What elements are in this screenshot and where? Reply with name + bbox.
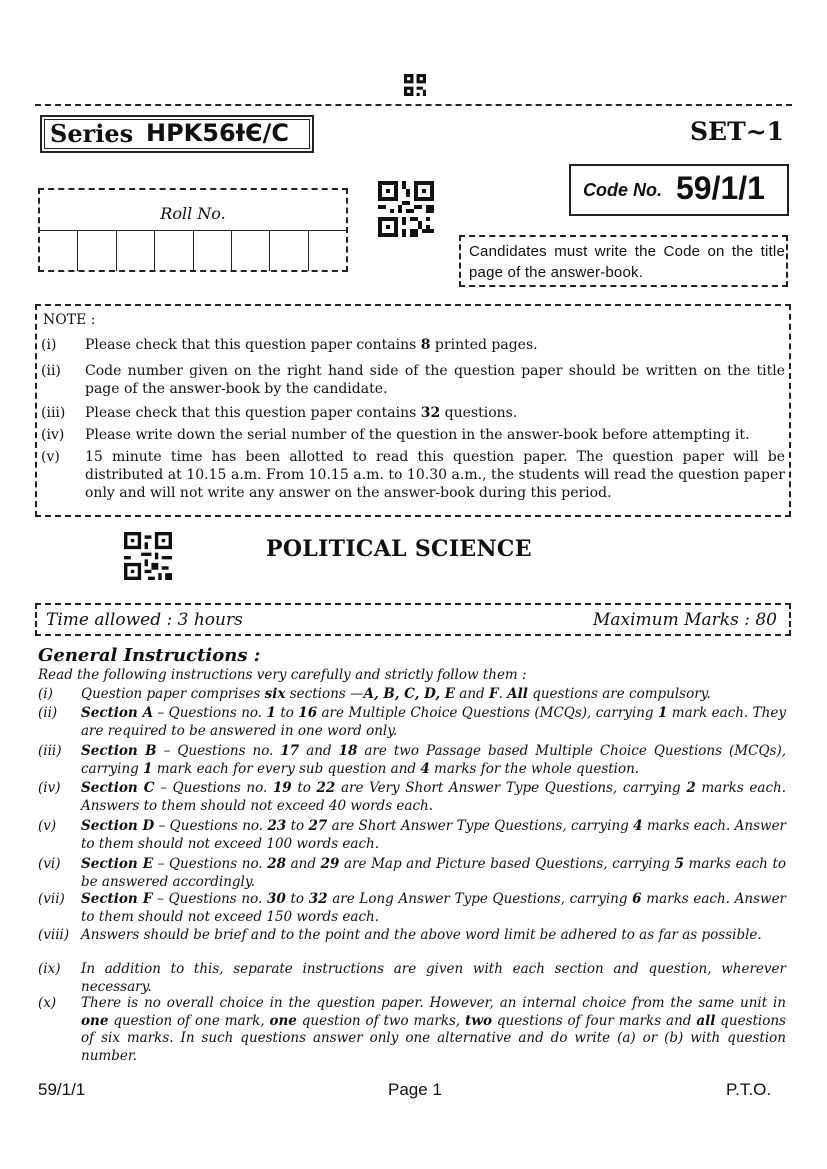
candidates-note-text: Candidates must write the Code on the title page of the answer-book. bbox=[469, 243, 785, 281]
footer-page: Page 1 bbox=[388, 1080, 442, 1099]
note-box bbox=[35, 304, 791, 517]
code-number-value: 59/1/1 bbox=[676, 170, 765, 206]
roll-cell bbox=[194, 231, 232, 271]
qr-code-middle-icon bbox=[378, 181, 434, 237]
instruction-text: Answers should be brief and to the point and the above word limit be adhered to as far as possible. bbox=[81, 927, 762, 943]
note-item-text: Please check that this question paper contains 8 printed pages. bbox=[85, 337, 538, 353]
instruction-text: Section D – Questions no. 23 to 27 are Short Answer Type Questions, carrying 4 marks each. Answer to them should not exceed 100 words each. bbox=[81, 818, 787, 852]
qr-code-top-icon bbox=[404, 74, 426, 96]
instruction-number: (vi) bbox=[38, 856, 61, 872]
subject-title: POLITICAL SCIENCE bbox=[266, 536, 532, 562]
series-code: HPK56ƗЄ/C bbox=[146, 119, 290, 147]
footer-code: 59/1/1 bbox=[38, 1080, 86, 1099]
instruction-number: (ix) bbox=[38, 961, 61, 977]
roll-cell bbox=[40, 231, 78, 271]
instruction-text: Section E – Questions no. 28 and 29 are Map and Picture based Questions, carrying 5 marks each to be answered accordingly. bbox=[81, 856, 787, 890]
instruction-number: (viii) bbox=[38, 927, 70, 943]
general-instructions-intro: Read the following instructions very carefully and strictly follow them : bbox=[38, 667, 527, 683]
instruction-text: Question paper comprises six sections —A, B, C, D, E and F. All questions are compulsory. bbox=[81, 686, 711, 702]
series-label: Series bbox=[50, 119, 134, 148]
roll-number-box bbox=[38, 188, 348, 272]
set-label: SET~1 bbox=[690, 117, 785, 146]
note-item-number: (iii) bbox=[41, 405, 66, 421]
instruction-number: (v) bbox=[38, 818, 57, 834]
qr-code-subject-icon bbox=[124, 532, 172, 580]
roll-number-cells bbox=[40, 230, 346, 271]
top-divider bbox=[35, 104, 792, 106]
series-box bbox=[40, 115, 314, 153]
note-item-text: Please write down the serial number of the question in the answer-book before attempting it. bbox=[85, 427, 750, 443]
instruction-text: In addition to this, separate instructions are given with each section and question, wherever necessary. bbox=[81, 961, 786, 995]
roll-cell bbox=[78, 231, 116, 271]
instruction-number: (iv) bbox=[38, 780, 61, 796]
note-item-number: (v) bbox=[41, 449, 60, 465]
roll-cell bbox=[117, 231, 155, 271]
instruction-number: (i) bbox=[38, 686, 53, 702]
roll-cell bbox=[309, 231, 346, 271]
instruction-text: Section B – Questions no. 17 and 18 are two Passage based Multiple Choice Questions (MCQs), carrying 1 mark each for every sub question and 4 marks for the whole question. bbox=[81, 743, 786, 777]
roll-cell bbox=[155, 231, 193, 271]
time-marks-box bbox=[35, 603, 791, 636]
note-item-text: 15 minute time has been allotted to read this question paper. The question paper will be distributed at 10.15 a.m. From 10.15 a.m. to 10.30 a.m., the students will read the question paper only and will not write any answer on the answer-book during this period. bbox=[85, 449, 785, 501]
instruction-text: Section F – Questions no. 30 to 32 are Long Answer Type Questions, carrying 6 marks each. Answer to them should not exceed 150 words each. bbox=[81, 891, 787, 925]
roll-cell bbox=[270, 231, 308, 271]
time-allowed: Time allowed : 3 hours bbox=[46, 610, 243, 630]
note-item-number: (iv) bbox=[41, 427, 65, 443]
instruction-number: (x) bbox=[38, 995, 57, 1011]
code-number-box bbox=[569, 164, 789, 216]
instruction-number: (ii) bbox=[38, 705, 58, 721]
roll-number-label: Roll No. bbox=[160, 204, 226, 223]
note-item-number: (i) bbox=[41, 337, 57, 353]
instruction-number: (vii) bbox=[38, 891, 65, 907]
note-title: NOTE : bbox=[43, 312, 96, 328]
note-item-text: Please check that this question paper contains 32 questions. bbox=[85, 405, 518, 421]
footer-pto: P.T.O. bbox=[726, 1080, 772, 1099]
candidates-note-box bbox=[459, 235, 788, 287]
note-item-text: Code number given on the right hand side of the question paper should be written on the title page of the answer-book by the candidate. bbox=[85, 363, 785, 397]
general-instructions-title: General Instructions : bbox=[38, 645, 261, 666]
roll-cell bbox=[232, 231, 270, 271]
instruction-text: There is no overall choice in the question paper. However, an internal choice from the same unit in one question of one mark, one question of two marks, two questions of four marks and all questions of six marks. In such questions answer only one alternative and do write (a) or (b) with question number. bbox=[81, 995, 786, 1064]
maximum-marks: Maximum Marks : 80 bbox=[592, 610, 777, 630]
instruction-text: Section A – Questions no. 1 to 16 are Multiple Choice Questions (MCQs), carrying 1 mark each. They are required to be answered in one word only. bbox=[81, 705, 786, 739]
note-item-number: (ii) bbox=[41, 363, 61, 379]
code-number-label: Code No. bbox=[583, 180, 662, 200]
instruction-text: Section C – Questions no. 19 to 22 are Very Short Answer Type Questions, carrying 2 marks each. Answers to them should not exceed 40 words each. bbox=[81, 780, 786, 814]
instruction-number: (iii) bbox=[38, 743, 62, 759]
